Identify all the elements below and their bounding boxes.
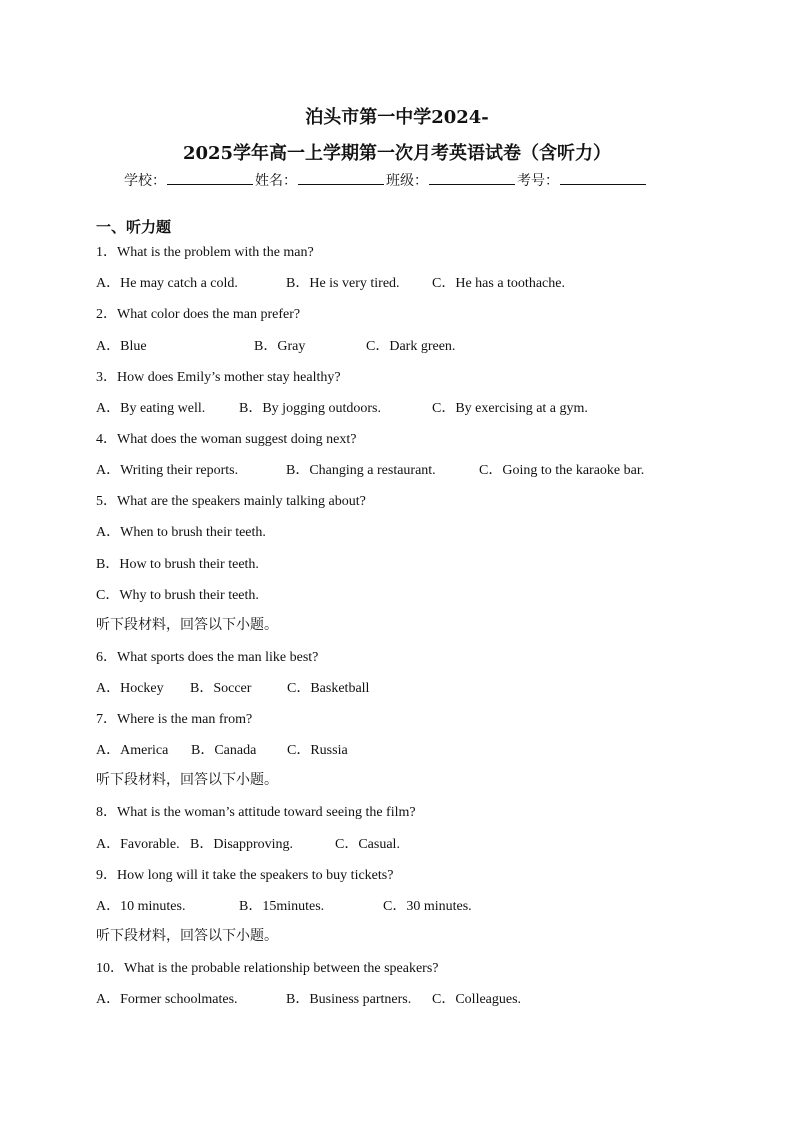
listening-instruction-3: 听下段材料，回答以下小题。 bbox=[96, 928, 278, 944]
option-1c[interactable]: C．He has a toothache. bbox=[432, 276, 565, 291]
question-8: 8．What is the woman’s attitude toward seeing the film? bbox=[96, 805, 416, 820]
class-label: 班级： bbox=[386, 173, 428, 189]
option-9b[interactable]: B．15minutes. bbox=[239, 899, 325, 914]
option-10a[interactable]: A．Former schoolmates. bbox=[96, 992, 238, 1007]
student-info-row bbox=[124, 170, 648, 190]
exam-number-label: 考号： bbox=[517, 173, 559, 189]
option-5c[interactable]: C．Why to brush their teeth. bbox=[96, 588, 259, 603]
school-label: 学校： bbox=[124, 173, 166, 189]
exam-number-blank[interactable] bbox=[560, 170, 646, 185]
class-blank[interactable] bbox=[429, 170, 515, 185]
question-4: 4．What does the woman suggest doing next? bbox=[96, 432, 357, 447]
option-3a[interactable]: A．By eating well. bbox=[96, 401, 206, 416]
option-5b[interactable]: B．How to brush their teeth. bbox=[96, 557, 259, 572]
section-title-listening: 一、听力题 bbox=[96, 218, 172, 236]
exam-title-line-1: 泊头市第一中学2024- bbox=[305, 107, 489, 128]
listening-instruction-2: 听下段材料，回答以下小题。 bbox=[96, 772, 278, 788]
option-7b[interactable]: B．Canada bbox=[191, 743, 257, 758]
question-9: 9．How long will it take the speakers to buy tickets? bbox=[96, 868, 394, 883]
school-blank[interactable] bbox=[167, 170, 253, 185]
question-7: 7．Where is the man from? bbox=[96, 712, 253, 727]
question-3: 3．How does Emily’s mother stay healthy? bbox=[96, 370, 341, 385]
option-6b[interactable]: B．Soccer bbox=[190, 681, 252, 696]
option-8c[interactable]: C．Casual. bbox=[335, 837, 400, 852]
option-2c[interactable]: C．Dark green. bbox=[366, 339, 456, 354]
option-10b[interactable]: B．Business partners. bbox=[286, 992, 412, 1007]
option-3b[interactable]: B．By jogging outdoors. bbox=[239, 401, 381, 416]
option-2a[interactable]: A．Blue bbox=[96, 339, 147, 354]
option-1a[interactable]: A．He may catch a cold. bbox=[96, 276, 238, 291]
question-2: 2．What color does the man prefer? bbox=[96, 307, 301, 322]
question-6: 6．What sports does the man like best? bbox=[96, 650, 319, 665]
option-7c[interactable]: C．Russia bbox=[287, 743, 348, 758]
option-9c[interactable]: C．30 minutes. bbox=[383, 899, 472, 914]
question-1: 1．What is the problem with the man? bbox=[96, 245, 314, 260]
option-6a[interactable]: A．Hockey bbox=[96, 681, 164, 696]
option-8a[interactable]: A．Favorable. bbox=[96, 837, 180, 852]
option-4b[interactable]: B．Changing a restaurant. bbox=[286, 463, 436, 478]
option-3c[interactable]: C．By exercising at a gym. bbox=[432, 401, 588, 416]
option-9a[interactable]: A．10 minutes. bbox=[96, 899, 186, 914]
option-1b[interactable]: B．He is very tired. bbox=[286, 276, 400, 291]
option-8b[interactable]: B．Disapproving. bbox=[190, 837, 294, 852]
option-2b[interactable]: B．Gray bbox=[254, 339, 306, 354]
option-6c[interactable]: C．Basketball bbox=[287, 681, 370, 696]
question-5: 5．What are the speakers mainly talking about? bbox=[96, 494, 366, 509]
listening-instruction-1: 听下段材料，回答以下小题。 bbox=[96, 617, 278, 633]
name-label: 姓名： bbox=[255, 173, 297, 189]
option-4a[interactable]: A．Writing their reports. bbox=[96, 463, 239, 478]
option-4c[interactable]: C．Going to the karaoke bar. bbox=[479, 463, 645, 478]
option-7a[interactable]: A．America bbox=[96, 743, 169, 758]
option-5a[interactable]: A．When to brush their teeth. bbox=[96, 525, 266, 540]
question-10: 10．What is the probable relationship between the speakers? bbox=[96, 961, 439, 976]
option-10c[interactable]: C．Colleagues. bbox=[432, 992, 522, 1007]
exam-title-line-2: 2025学年高一上学期第一次月考英语试卷（含听力） bbox=[182, 143, 612, 164]
name-blank[interactable] bbox=[298, 170, 384, 185]
